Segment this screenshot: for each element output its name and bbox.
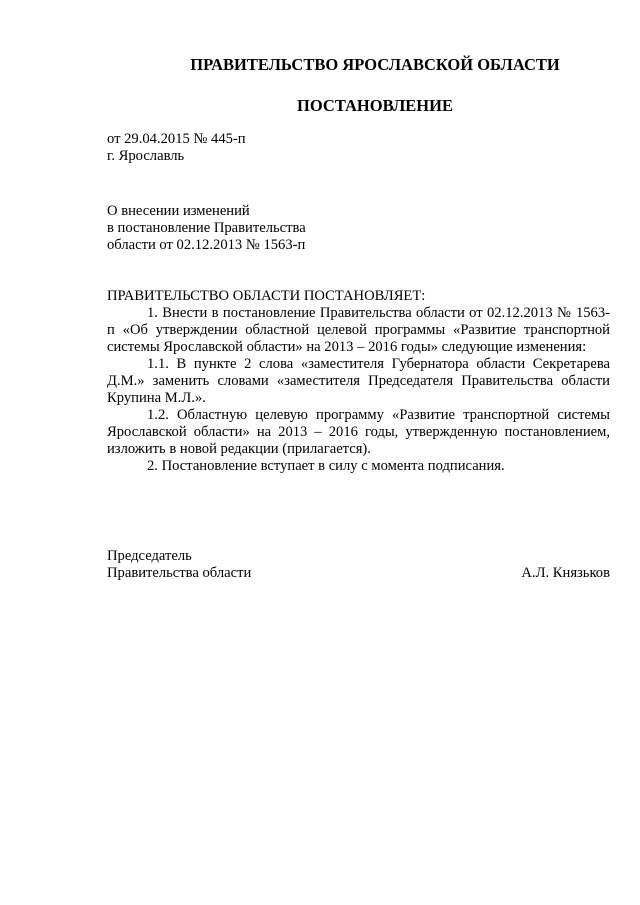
signatory-title-line-1: Председатель xyxy=(107,548,192,564)
date-number: от 29.04.2015 № 445-п xyxy=(107,131,246,147)
signatory-title xyxy=(107,548,251,582)
document-body xyxy=(107,288,610,475)
paragraph-2: 2. Постановление вступает в силу с момента подписания. xyxy=(147,458,505,474)
paragraph-1-1: 1.1. В пункте 2 слова «заместителя Губернатора области Секретарева Д.М.» заменить словами «заместителя Председателя Правительства области Крупина М.Л.». xyxy=(107,356,610,406)
paragraph-1: 1. Внести в постановление Правительства области от 02.12.2013 № 1563-п «Об утверждении областной целевой программы «Развитие транспортной системы Ярославской области» на 2013 – 2016 годы» следующие изменения: xyxy=(107,305,610,355)
subject-line-1: О внесении изменений xyxy=(107,203,250,219)
signatory-title-line-2: Правительства области xyxy=(107,565,252,581)
organization-heading: ПРАВИТЕЛЬСТВО ЯРОСЛАВСКОЙ ОБЛАСТИ xyxy=(190,55,560,74)
subject-line-2: в постановление Правительства xyxy=(107,220,306,236)
document-type-heading: ПОСТАНОВЛЕНИЕ xyxy=(297,96,453,115)
city: г. Ярославль xyxy=(107,148,185,164)
preamble: ПРАВИТЕЛЬСТВО ОБЛАСТИ ПОСТАНОВЛЯЕТ: xyxy=(107,288,426,304)
subject-line-3: области от 02.12.2013 № 1563-п xyxy=(107,237,306,253)
signatory-name: А.Л. Князьков xyxy=(521,565,610,581)
paragraph-1-2: 1.2. Областную целевую программу «Развитие транспортной системы Ярославской области» на 2013 – 2016 годы, утвержденную постановлением, изложить в новой редакции (прилагается). xyxy=(107,407,610,457)
